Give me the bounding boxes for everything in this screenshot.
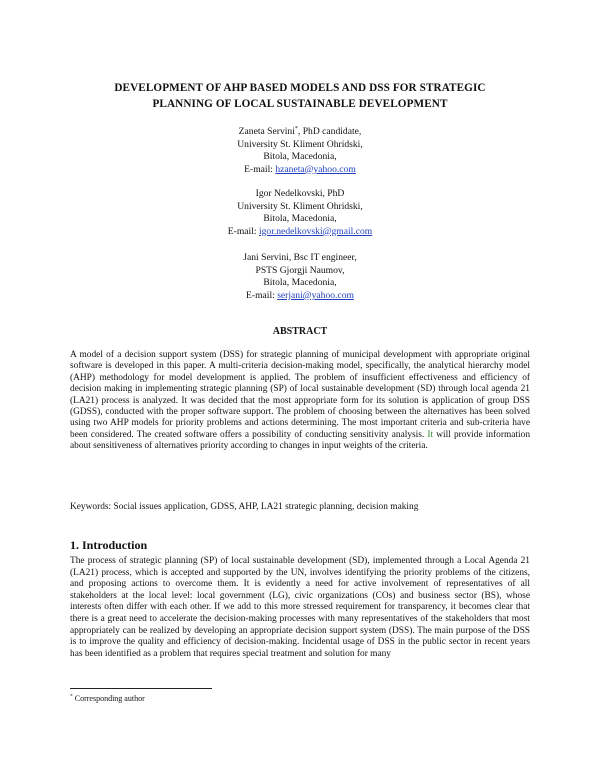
author-3-email-line	[150, 290, 450, 303]
introduction-body: The process of strategic planning (SP) of local sustainable development (SD), implemented through a Local Agenda 21 (LA21) process, which is accepted and supported by the UN, involves identifying the priority problems of the citizens, and proposing actions to overcome them. It is evidently a need for active involvement of representatives of all stakeholders at the local level: local government (LG), civic organizations (COs) and business sector (BS), whose interests often differ with each other. If we add to this more stressed requirement for transparency, it becomes clear that there is a great need to accelerate the decision-making processes with many representatives of the stakeholders that most appropriately can be realized by developing an appropriate decision support system (DSS). The main purpose of the DSS is to improve the quality and efficiency of decision-making. Incidental usage of DSS in the public sector in recent years has been identified as a problem that requires special treatment and solution for many	[70, 556, 530, 659]
abstract-text-part-2: will provide information about sensitiveness of alternatives priority according to changes in input weights of the criteria.	[70, 429, 531, 452]
author-2-email-line	[150, 226, 450, 239]
author-1-city: Bitola, Macedonia,	[263, 151, 337, 163]
author-2-affiliation: University St. Kliment Ohridski,	[237, 200, 363, 212]
author-1-name-line	[150, 126, 450, 139]
abstract-text-part-1: A model of a decision support system (DSS) for strategic planning of municipal development with appropriate original software is developed in this paper. A multi-criteria decision-making model, specifically, the analytical hierarchy model (AHP) methodology for model development is applied. The problem of insufficient effectiveness and efficiency of decision making in implementing strategic planning (SP) of local sustainable development (SD) through local agenda 21 (LA21) process is analyzed. It was decided that the most appropriate form for its solution is application of group DSS (GDSS), conducted with the proper software support. The problem of choosing between the alternatives has been solved using two AHP models for priority problems and actions determining. The most important criteria and sub-criteria have been considered. The created software offers a possibility of conducting sensitivity analysis.	[70, 350, 530, 440]
author-3-name: Jani Servini, Bsc IT engineer,	[243, 252, 357, 263]
author-3-email-label: E-mail:	[246, 289, 278, 301]
author-1-role: , PhD candidate,	[297, 126, 362, 137]
footnote	[70, 694, 145, 704]
footnote-mark: *	[70, 693, 73, 700]
abstract-body	[70, 350, 530, 453]
introduction-heading: 1. Introduction	[70, 538, 148, 552]
author-2-email-link[interactable]: igor.nedelkovski@gmail.com	[258, 225, 373, 237]
author-1-email-label: E-mail:	[244, 163, 276, 175]
author-block-1	[150, 126, 450, 176]
paper-title	[70, 80, 530, 112]
author-1-footnote-mark: *	[294, 125, 298, 132]
footnote-text: Corresponding author	[72, 694, 145, 703]
footnote-divider	[70, 688, 212, 689]
title-line-1: DEVELOPMENT OF AHP BASED MODELS AND DSS FOR STRATEGIC	[114, 82, 486, 94]
author-1-email-line	[150, 164, 450, 177]
author-3-city: Bitola, Macedonia,	[263, 277, 337, 289]
author-1-name: Zaneta Servini	[238, 126, 295, 137]
author-3-affiliation: PSTS Gjorgji Naumov,	[255, 264, 345, 276]
author-block-2	[150, 188, 450, 238]
author-2-name: Igor Nedelkovski, PhD	[255, 188, 345, 199]
abstract-highlight: It	[427, 429, 434, 440]
author-3-email-link[interactable]: serjani@yahoo.com	[277, 289, 354, 301]
author-1-email-link[interactable]: hzaneta@yahoo.com	[275, 163, 356, 175]
author-1-affiliation: University St. Kliment Ohridski,	[237, 138, 363, 150]
author-block-3	[150, 252, 450, 302]
keywords-line: Keywords: Social issues application, GDSS, AHP, LA21 strategic planning, decision making	[70, 502, 419, 512]
title-line-2: PLANNING OF LOCAL SUSTAINABLE DEVELOPMENT	[152, 98, 448, 110]
author-2-city: Bitola, Macedonia,	[263, 213, 337, 225]
author-2-email-label: E-mail:	[227, 225, 259, 237]
abstract-heading: ABSTRACT	[272, 326, 328, 337]
